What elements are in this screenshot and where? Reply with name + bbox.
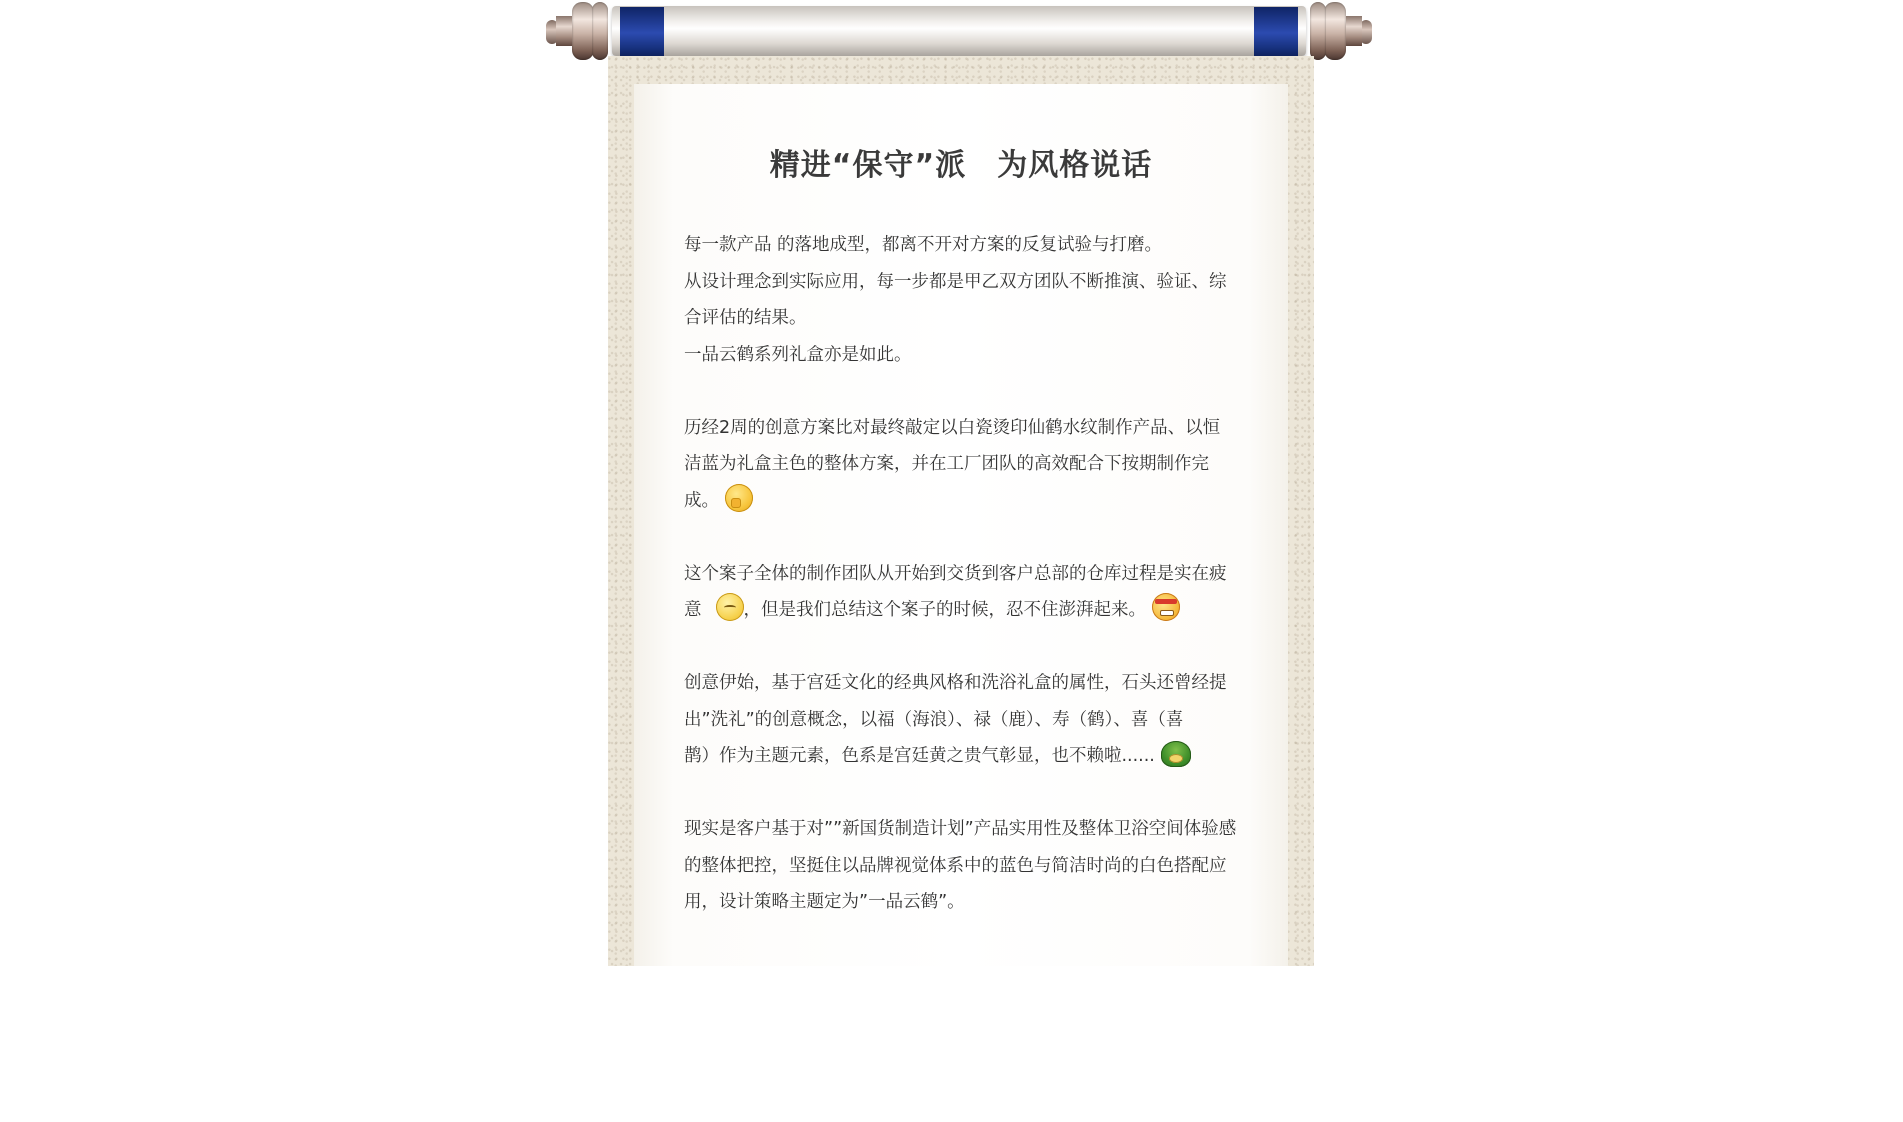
paragraph-5 xyxy=(684,811,1254,921)
paragraph-1 xyxy=(684,227,1254,373)
turtle-emoji-icon xyxy=(1161,741,1191,767)
text-line: 合评估的结果。 xyxy=(684,308,807,328)
scroll-rod-knob-right xyxy=(1298,2,1372,60)
text-segment: ，但是我们总结这个案子的时候，忍不住澎湃起来。 xyxy=(743,600,1146,620)
scroll-rod-wrap-right xyxy=(1254,7,1298,59)
text-line: 这个案子全体的制作团队从开始到交货到客户总部的仓库过程是实在疲 xyxy=(684,563,1227,584)
scroll-rod-wrap-left xyxy=(620,7,664,59)
sleepy-emoji-icon xyxy=(716,593,744,621)
text-line-with-emoji xyxy=(684,592,1254,629)
text-line: 现实是客户基于对””新国货制造计划”产品实用性及整体卫浴空间体验感 xyxy=(684,819,1237,839)
text-line: 一品云鹤系列礼盒亦是如此。 xyxy=(684,344,912,365)
text-line: 洁蓝为礼盒主色的整体方案，并在工厂团队的高效配合下按期制作完 xyxy=(684,454,1209,474)
text-line-with-emoji xyxy=(684,738,1254,775)
knob-disc xyxy=(1310,2,1326,60)
paragraph-4 xyxy=(684,665,1254,775)
thinking-emoji-icon xyxy=(725,484,753,512)
text-line: 用，设计策略主题定为”一品云鹤”。 xyxy=(684,892,965,912)
scroll-rod-knob-left xyxy=(546,2,620,60)
text-line: 出”洗礼”的创意概念，以福（海浪）、禄（鹿）、寿（鹤）、喜（喜 xyxy=(684,709,1184,730)
knob-disc xyxy=(1324,2,1346,60)
knob-disc xyxy=(592,2,608,60)
text-segment: 成。 xyxy=(684,490,719,511)
knob-disc xyxy=(572,2,594,60)
paragraph-2 xyxy=(684,410,1254,520)
paragraph-3 xyxy=(684,556,1254,629)
fired-up-emoji-icon xyxy=(1152,593,1180,621)
text-line: 从设计理念到实际应用，每一步都是甲乙双方团队不断推演、验证、综 xyxy=(684,271,1227,292)
text-segment: 意 xyxy=(684,600,702,620)
text-line-with-emoji xyxy=(684,483,1254,520)
text-line: 创意伊始，基于宫廷文化的经典风格和洗浴礼盒的属性，石头还曾经提 xyxy=(684,673,1227,693)
text-line: 每一款产品 的落地成型，都离不开对方案的反复试验与打磨。 xyxy=(684,235,1163,255)
scroll-rod-bar xyxy=(612,6,1306,56)
text-line: 历经2周的创意方案比对最终敲定以白瓷烫印仙鹤水纹制作产品、以恒 xyxy=(684,417,1221,438)
scroll-rod xyxy=(546,2,1372,58)
article-title: 精进“保守”派 为风格说话 xyxy=(769,148,1153,183)
text-segment: 鹊）作为主题元素，色系是宫廷黄之贵气彰显，也不赖啦...... xyxy=(684,746,1155,766)
text-line: 的整体把控，坚挺住以品牌视觉体系中的蓝色与简洁时尚的白色搭配应 xyxy=(684,855,1227,876)
article-body xyxy=(684,227,1254,921)
